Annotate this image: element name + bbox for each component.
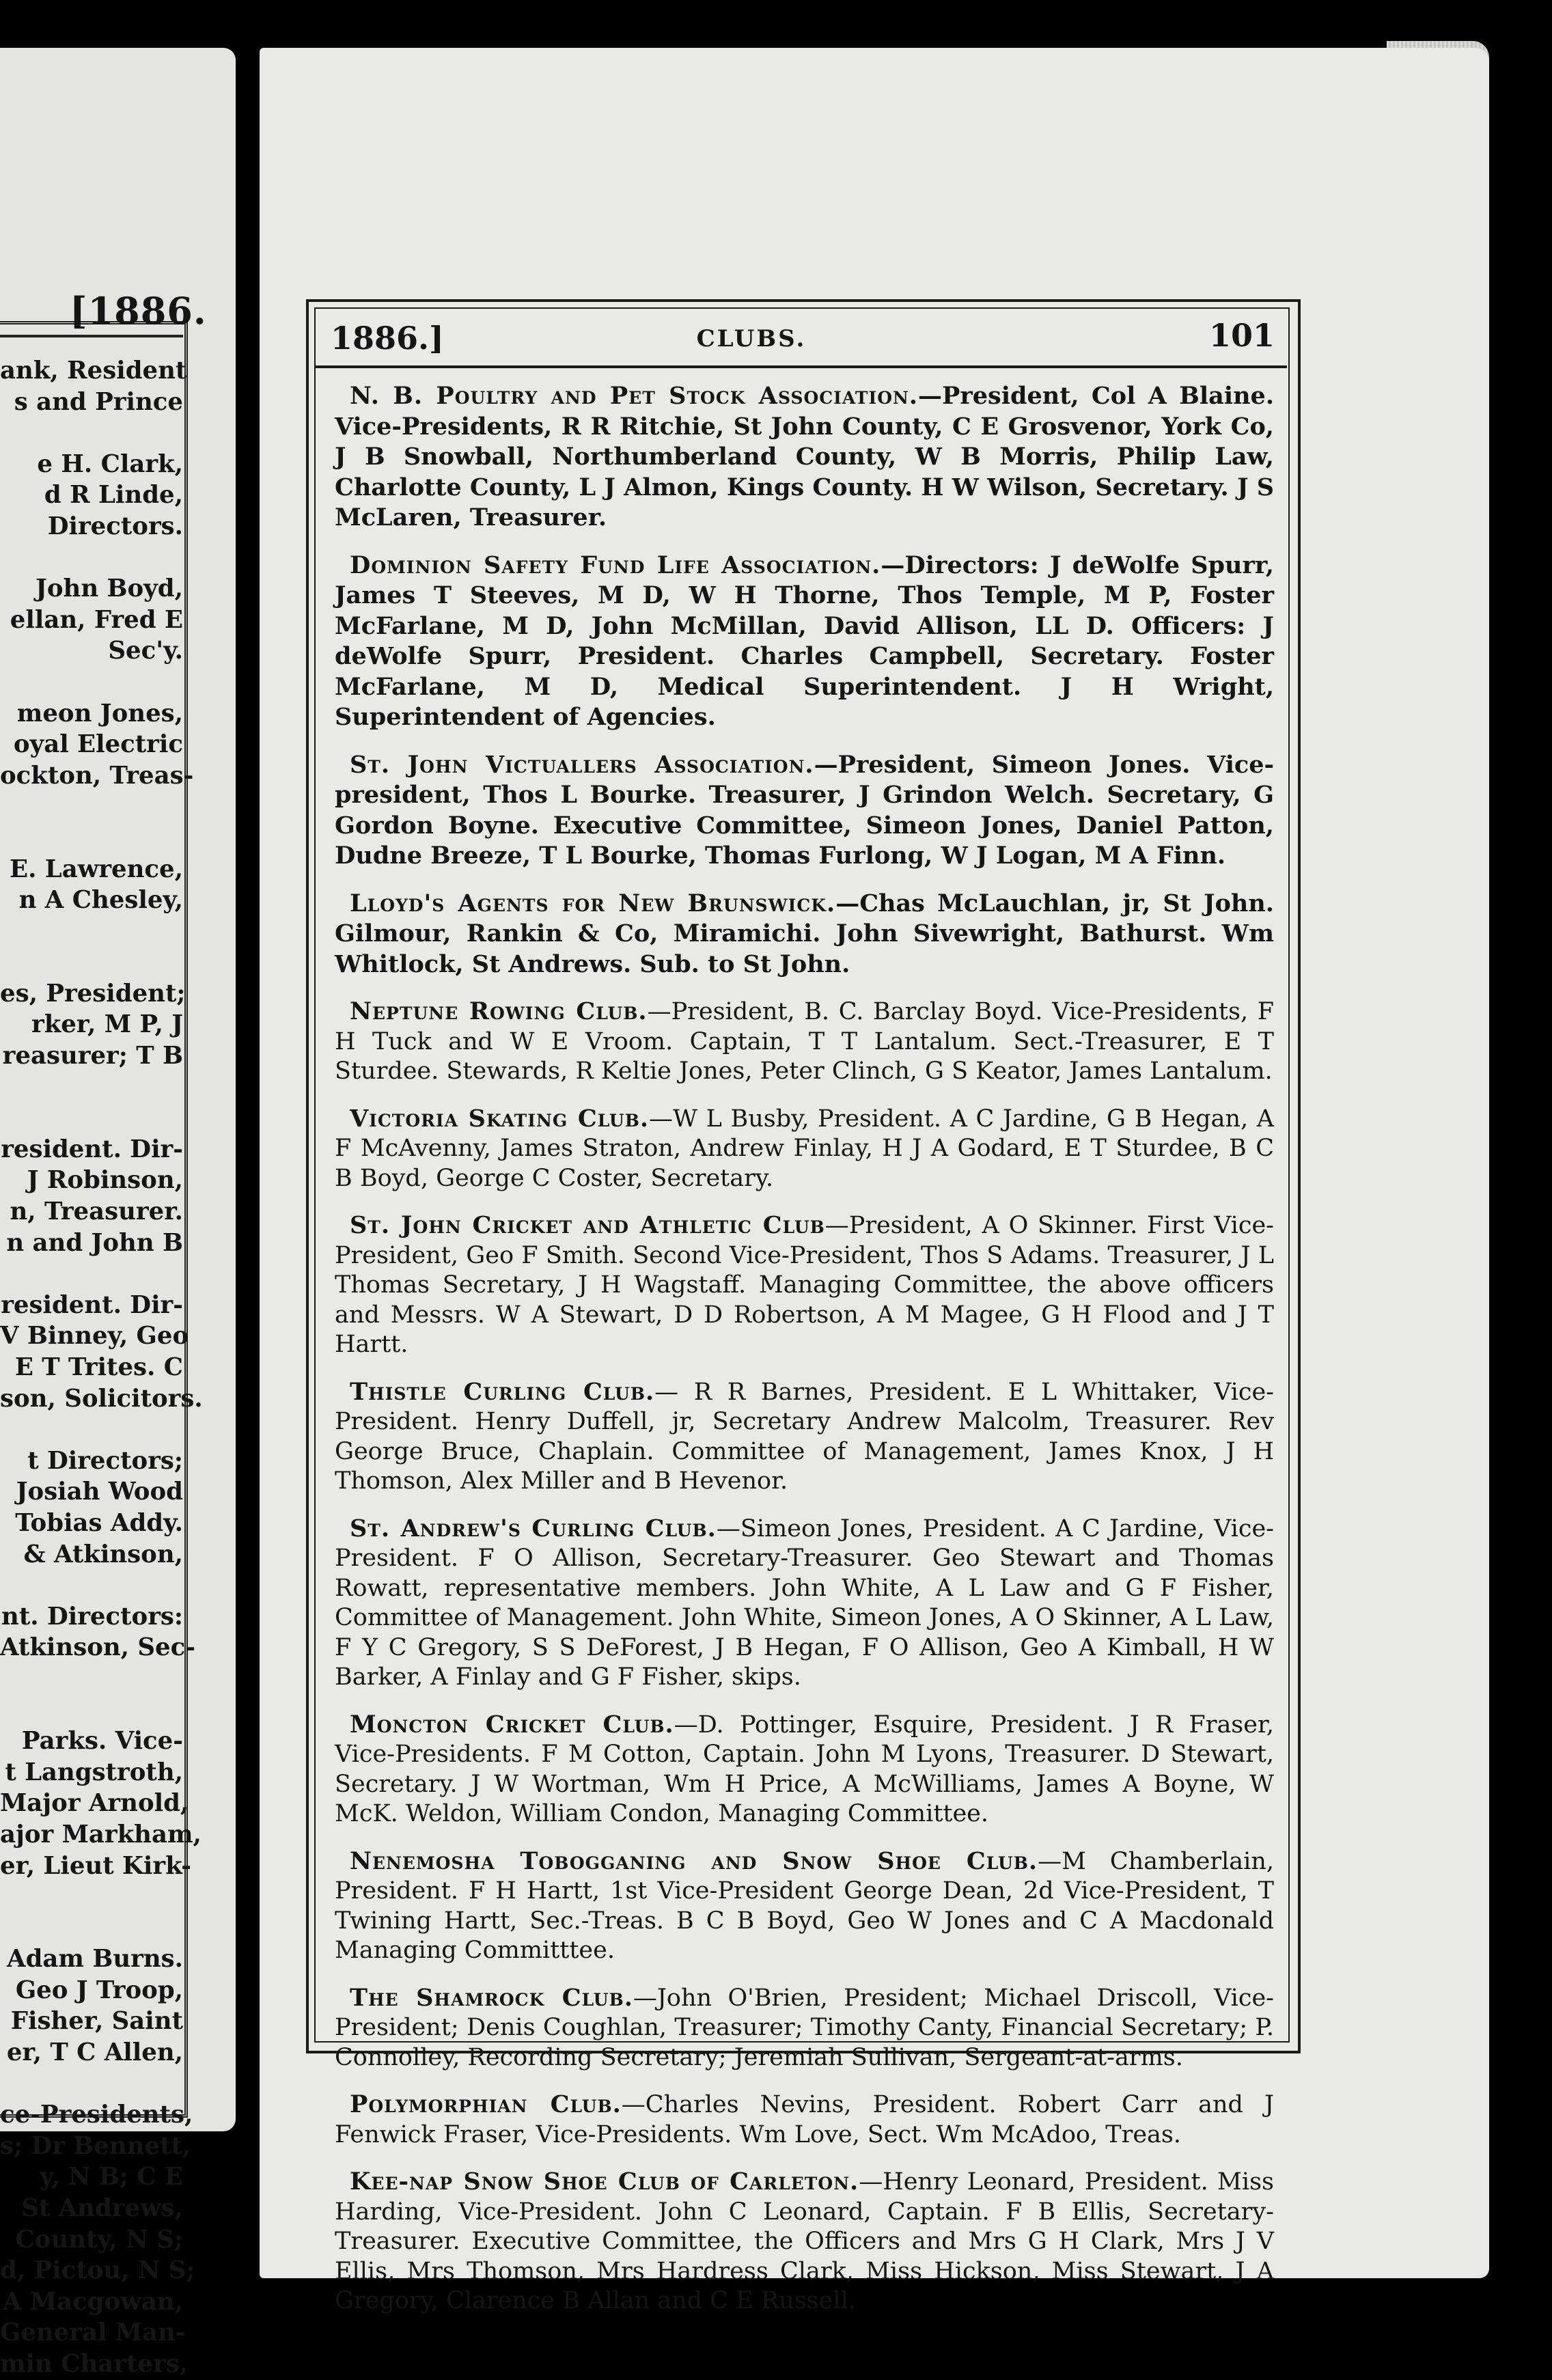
- left-page-line: E. Lawrence,: [10, 855, 183, 883]
- left-page-line: meon Jones,: [16, 699, 183, 728]
- left-page-line: [0, 542, 183, 574]
- club-officers: —Charles Nevins, President. Robert Carr and J Fenwick Fraser, Vice-Presidents. Wm Love, Sect. Wm McAdoo, Treas.: [335, 2091, 1274, 2148]
- left-page-line: [0, 791, 183, 822]
- club-entry: [335, 1377, 1274, 1497]
- club-officers: —Directors: J deWolfe Spurr, James T Steeves, M D, W H Thorne, Thos Temple, M P, Foster McFarlane, M D, John McMillan, David Allison, LL D. Officers: J deWolfe Spurr, President. Charles Campbell, Secretary. Foster McFarlane, M D, Medical Superintendent. J H Wright, Superintendent of Agencies.: [335, 551, 1274, 731]
- left-page-line: [0, 1414, 183, 1445]
- club-name: Thistle Curling Club.: [350, 1377, 655, 1406]
- left-page-line: & Atkinson,: [23, 1540, 183, 1568]
- club-entry: [335, 1983, 1274, 2073]
- page-year: 1886.]: [331, 320, 444, 357]
- left-page-line: er, T C Allen,: [6, 2038, 183, 2067]
- left-page-line: [0, 822, 183, 854]
- left-page-line: resident. Dir-: [1, 1290, 183, 1319]
- left-page-line: [0, 1072, 183, 1103]
- left-page-line: n, Treasurer.: [10, 1198, 183, 1226]
- left-page-line: [0, 1913, 183, 1944]
- left-page-line: Adam Burns.: [7, 1945, 183, 1974]
- left-page-line: [0, 1881, 183, 1913]
- club-name: Kee-nap Snow Shoe Club of Carleton.: [350, 2168, 859, 2196]
- left-page-line: [0, 667, 183, 698]
- left-page-line: [0, 947, 183, 978]
- left-page-line: n A Chesley,: [18, 886, 183, 915]
- club-officers: —Chas McLauchlan, jr, St John. Gilmour, Rankin & Co, Miramichi. John Sivewright, Bathurst. Wm Whitlock, St Andrews. Sub. to St John.: [335, 889, 1274, 978]
- left-page-line: [0, 2068, 183, 2100]
- club-officers: —M Chamberlain, President. F H Hartt, 1st Vice-President George Dean, 2d Vice-President, T Twining Hartt, Sec.-Treas. B C B Boyd, Geo W Jones and C A Macdonald Managing Committtee.: [335, 1847, 1275, 1964]
- page-number: 101: [1209, 317, 1275, 354]
- club-entry: [335, 551, 1274, 733]
- left-page-line: [0, 417, 183, 449]
- left-page-line: ank, Resident: [0, 357, 187, 385]
- club-name: The Shamrock Club.: [350, 1983, 633, 2012]
- left-page-line: Directors.: [47, 512, 183, 540]
- left-page-text: [0, 355, 203, 2380]
- club-entry: [335, 381, 1274, 534]
- club-officers: —Henry Leonard, President. Miss Harding, Vice-President. John C Leonard, Captain. F B Ellis, Secretary-Treasurer. Executive Committee, the Officers and Mrs G H Clark, Mrs J V Ellis, Mrs Thomson, Mrs Hardress Clark, Miss Hickson, Miss Stewart, J A Gregory, Clarence B Allan and C E Russell.: [335, 2168, 1274, 2314]
- club-name: St. John Victuallers Association.: [350, 750, 814, 779]
- left-page-line: n and John B: [6, 1228, 183, 1257]
- club-name: N. B. Poultry and Pet Stock Association.: [350, 382, 919, 410]
- left-page-line: e H. Clark,: [37, 449, 183, 478]
- left-page-line: oyal Electric: [13, 730, 183, 759]
- left-page-line: rker, M P, J: [31, 1010, 183, 1039]
- left-page-line: V Binney, Geo: [0, 1322, 189, 1351]
- left-page-line: es, President;: [0, 979, 186, 1008]
- club-officers: —President, B. C. Barclay Boyd. Vice-Presidents, F H Tuck and W E Vroom. Captain, T T Lantalum. Sect.-Treasurer, E T Sturdee. Stewards, R Keltie Jones, Peter Clinch, G S Keator, James Lantalum.: [335, 998, 1274, 1085]
- club-officers: — R R Barnes, President. E L Whittaker, Vice-President. Henry Duffell, jr, Secretary Andrew Malcolm, Treasurer. Rev George Bruce, Chaplain. Committee of Management, James Knox, J H Thomson, Alex Miller and B Hevenor.: [335, 1378, 1274, 1495]
- left-page-header: [1886.: [70, 289, 207, 333]
- left-page-line: Josiah Wood: [16, 1478, 183, 1506]
- left-page-line: County, N S;: [15, 2225, 183, 2254]
- page-title-text: CLUBS.: [696, 325, 807, 352]
- left-page-line: Geo J Troop,: [15, 1976, 183, 2004]
- left-page-line: resident. Dir-: [1, 1135, 183, 1163]
- left-page-line: [0, 1663, 183, 1695]
- club-entry: [335, 1710, 1274, 1829]
- left-page-line: son, Solicitors.: [0, 1384, 203, 1413]
- left-page-line: ce-Presidents,: [0, 2101, 193, 2129]
- club-name: Lloyd's Agents for New Brunswick.: [350, 889, 836, 917]
- club-name: Polymorphian Club.: [350, 2090, 622, 2118]
- left-page-line: min Charters,: [0, 2350, 189, 2378]
- left-page-line: d, Pictou, N S;: [0, 2256, 195, 2285]
- left-page-line: t Directors;: [27, 1446, 183, 1475]
- club-entry: [335, 1514, 1274, 1693]
- left-page-line: E T Trites. C: [14, 1353, 183, 1381]
- left-page-line: John Boyd,: [36, 575, 183, 603]
- left-page-line: s; Dr Bennett,: [0, 2131, 191, 2160]
- left-page-line: Fisher, Saint: [10, 2007, 183, 2036]
- left-page-line: Atkinson, Sec-: [0, 1633, 195, 1662]
- page-title: [0, 325, 1552, 352]
- header-rule: [316, 365, 1287, 368]
- club-entries: [335, 381, 1274, 2334]
- left-page-line: nt. Directors:: [1, 1602, 183, 1631]
- club-entry: [335, 889, 1274, 980]
- left-page-line: ajor Markham,: [0, 1820, 202, 1849]
- club-officers: —D. Pottinger, Esquire, President. J R Fraser, Vice-Presidents. F M Cotton, Captain. John M Lyons, Treasurer. D Stewart, Secretary. J W Wortman, Wm H Price, A McWilliams, James A Boyne, W McK. Weldon, William Condon, Managing Committee.: [335, 1711, 1274, 1827]
- club-name: Nenemosha Tobogganing and Snow Shoe Club.: [350, 1846, 1038, 1875]
- left-page-line: General Man-: [0, 2319, 186, 2347]
- club-name: Neptune Rowing Club.: [350, 997, 648, 1025]
- left-page-line: J Robinson,: [27, 1166, 183, 1195]
- club-officers: —Simeon Jones, President. A C Jardine, Vice-President. F O Allison, Secretary-Treasurer. Geo Stewart and Thomas Rowatt, representative members. John White, A L Law and G F Fisher, Committee of Management. John White, Simeon Jones, A O Skinner, A L Law, F Y C Gregory, S S DeForest, J B Hegan, F O Allison, Geo A Kimball, H W Barker, A Finlay and G F Fisher, skips.: [335, 1514, 1274, 1691]
- left-page-line: y, N B; C E: [40, 2163, 183, 2191]
- left-page-line: Tobias Addy.: [15, 1508, 183, 1537]
- club-entry: [335, 2090, 1274, 2150]
- left-page-line: A Macgowan,: [2, 2287, 183, 2316]
- left-page-line: Major Arnold,: [0, 1789, 189, 1818]
- club-entry: [335, 1846, 1274, 1966]
- club-name: Moncton Cricket Club.: [350, 1710, 674, 1739]
- left-page-line: Parks. Vice-: [21, 1727, 183, 1756]
- club-name: St. Andrew's Curling Club.: [350, 1514, 717, 1542]
- left-page-line: s and Prince: [14, 387, 183, 416]
- club-officers: —President, A O Skinner. First Vice-President, Geo F Smith. Second Vice-President, Thos S Adams. Treasurer, J L Thomas Secretary, J H Wagstaff. Managing Committee, the above officers and Messrs. W A Stewart, D D Robertson, A M Magee, G H Flood and J T Hartt.: [335, 1212, 1274, 1358]
- club-entry: [335, 1210, 1274, 1360]
- left-page-line: t Langstroth,: [5, 1758, 183, 1786]
- left-page-line: [0, 1258, 183, 1290]
- club-entry: [335, 750, 1274, 872]
- club-entry: [335, 1104, 1274, 1194]
- left-page-line: [0, 1695, 183, 1726]
- club-officers: —President, Col A Blaine. Vice-Presidents, R R Ritchie, St John County, C E Grosvenor, York Co, J B Snowball, Northumberland County, W B Morris, Philip Law, Charlotte County, L J Almon, Kings County. H W Wilson, Secretary. J S McLaren, Treasurer.: [335, 382, 1275, 531]
- club-entry: [335, 997, 1274, 1087]
- left-page-line: [0, 1103, 183, 1134]
- left-page-line: [0, 1570, 183, 1601]
- club-name: Dominion Safety Fund Life Association.: [350, 551, 881, 579]
- left-page-line: ockton, Treas-: [0, 761, 194, 790]
- club-officers: —John O'Brien, President; Michael Driscoll, Vice-President; Denis Coughlan, Treasurer; Timothy Canty, Financial Secretary; P. Connolley, Recording Secretary; Jeremiah Sullivan, Sergeant-at-arms.: [335, 1984, 1274, 2071]
- club-name: St. John Cricket and Athletic Club: [350, 1211, 825, 1239]
- left-page-line: St Andrews,: [21, 2194, 183, 2223]
- left-page-line: er, Lieut Kirk-: [0, 1851, 191, 1880]
- club-officers: —President, Simeon Jones. Vice-president, Thos L Bourke. Treasurer, J Grindon Welch. Secretary, G Gordon Boyne. Executive Committee, Simeon Jones, Daniel Patton, Dudne Breeze, T L Bourke, Thomas Furlong, W J Logan, M A Finn.: [335, 750, 1274, 870]
- club-entry: [335, 2167, 1274, 2316]
- club-officers: —W L Busby, President. A C Jardine, G B Hegan, A F McAvenny, James Straton, Andrew Finlay, H J A Godard, E T Sturdee, B C B Boyd, George C Coster, Secretary.: [335, 1105, 1275, 1192]
- left-page-line: Sec'y.: [108, 637, 183, 665]
- left-page-line: ellan, Fred E: [10, 605, 183, 634]
- club-name: Victoria Skating Club.: [350, 1104, 650, 1133]
- left-page-line: d R Linde,: [44, 481, 183, 510]
- left-page-line: [0, 916, 183, 947]
- left-page-line: reasurer; T B: [2, 1042, 183, 1070]
